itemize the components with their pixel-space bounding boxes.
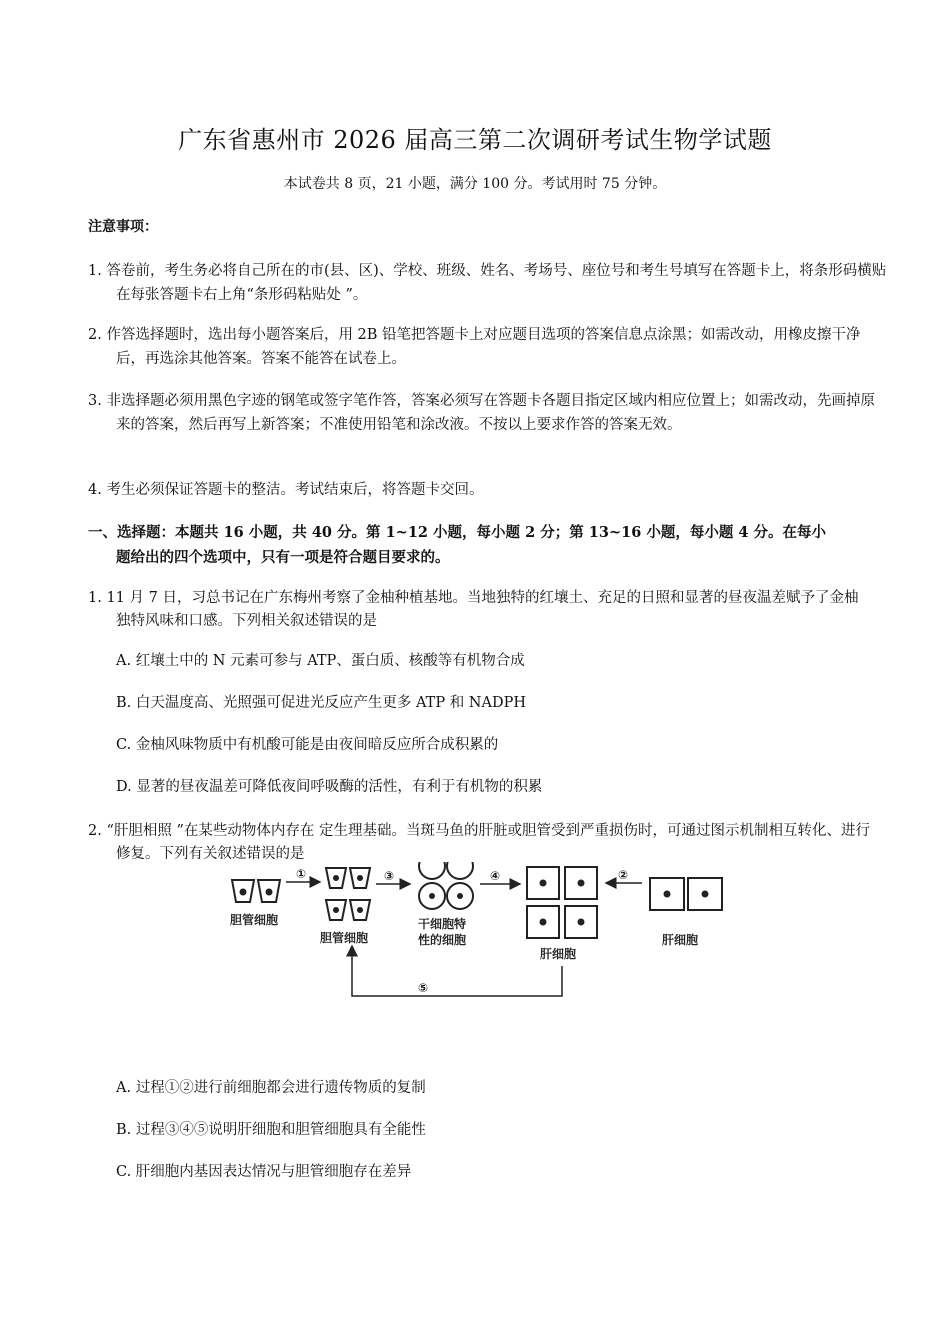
stem-like-cells [419,862,473,909]
label-stem-line1: 干细胞特 [418,917,467,931]
q1-option-d: D. 显著的昼夜温差可降低夜间呼吸酶的活性，有利于有机物的积累 [116,779,543,795]
step-1-label: ① [296,867,307,881]
q1-option-b: B. 白天温度高、光照强可促进光反应产生更多 ATP 和 NADPH [116,695,526,711]
diagram-svg [222,862,732,1002]
liver-cells-middle [527,867,597,938]
notice-heading: 注意事项： [88,219,158,235]
bile-duct-cells-middle [326,868,370,920]
label-bile-duct-1: 胆管细胞 [230,913,279,927]
label-bile-duct-2: 胆管细胞 [320,931,369,945]
notice-item: 2. 作答选择题时，选出每小题答案后，用 2B 铅笔把答题卡上对应题目选项的答案信息点涂黑；如需改动，用橡皮擦干净后，再选涂其他答案。答案不能答在试卷上。 [88,327,861,367]
step-3-label: ③ [384,869,395,883]
bile-duct-cells-left [232,880,280,902]
section-heading: 一、选择题：本题共 16 小题，共 40 分。第 1~12 小题，每小题 2 分；第 13~16 小题，每小题 4 分。在每小题给出的四个选项中，只有一项是符合题目要求的。 [88,524,827,566]
notice-item: 3. 非选择题必须用黑色字迹的钢笔或签字笔作答，答案必须写在答题卡各题目指定区域内相应位置上；如需改动，先画掉原来的答案，然后再写上新答案；不准使用铅笔和涂改液。不按以上要求作答的答案无效。 [88,393,875,433]
notice-item: 4. 考生必须保证答题卡的整洁。考试结束后，将答题卡交回。 [88,482,484,498]
q2-option-c: C. 肝细胞内基因表达情况与胆管细胞存在差异 [116,1164,412,1180]
label-stem-line2: 性的细胞 [418,933,467,947]
step-2-label: ② [618,868,629,882]
question-1-stem: 1. 11 月 7 日，习总书记在广东梅州考察了金柚种植基地。当地独特的红壤土、充足的日照和显著的昼夜温差赋予了金柚独特风味和口感。下列相关叙述错误的是 [88,590,859,629]
liver-cells-right [650,878,722,910]
notice-item: 1. 答卷前，考生务必将自己所在的市(县、区)、学校、班级、姓名、考场号、座位号和考生号填写在答题卡上，将条形码横贴在每张答题卡右上角“条形码粘贴处 ”。 [88,263,887,303]
arrow-5 [352,946,562,996]
exam-info: 本试卷共 8 页，21 小题，满分 100 分。考试用时 75 分钟。 [283,176,667,192]
label-liver-2: 肝细胞 [662,933,699,947]
q2-option-a: A. 过程①②进行前细胞都会进行遗传物质的复制 [116,1080,426,1096]
q1-option-c: C. 金柚风味物质中有机酸可能是由夜间暗反应所合成积累的 [116,737,499,753]
page-title: 广东省惠州市 2026 届高三第二次调研考试生物学试题 [178,126,772,154]
step-4-label: ④ [490,869,501,883]
label-liver-1: 肝细胞 [540,947,577,961]
q1-option-a: A. 红壤土中的 N 元素可参与 ATP、蛋白质、核酸等有机物合成 [116,653,525,669]
step-5-label: ⑤ [418,981,429,995]
q2-option-b: B. 过程③④⑤说明肝细胞和胆管细胞具有全能性 [116,1122,426,1138]
cell-conversion-diagram [222,862,732,1002]
question-2-stem: 2. “肝胆相照 ”在某些动物体内存在 定生理基础。当斑马鱼的肝脏或胆管受到严重损伤时，可通过图示机制相互转化、进行修复。下列有关叙述错误的是 [88,823,870,862]
